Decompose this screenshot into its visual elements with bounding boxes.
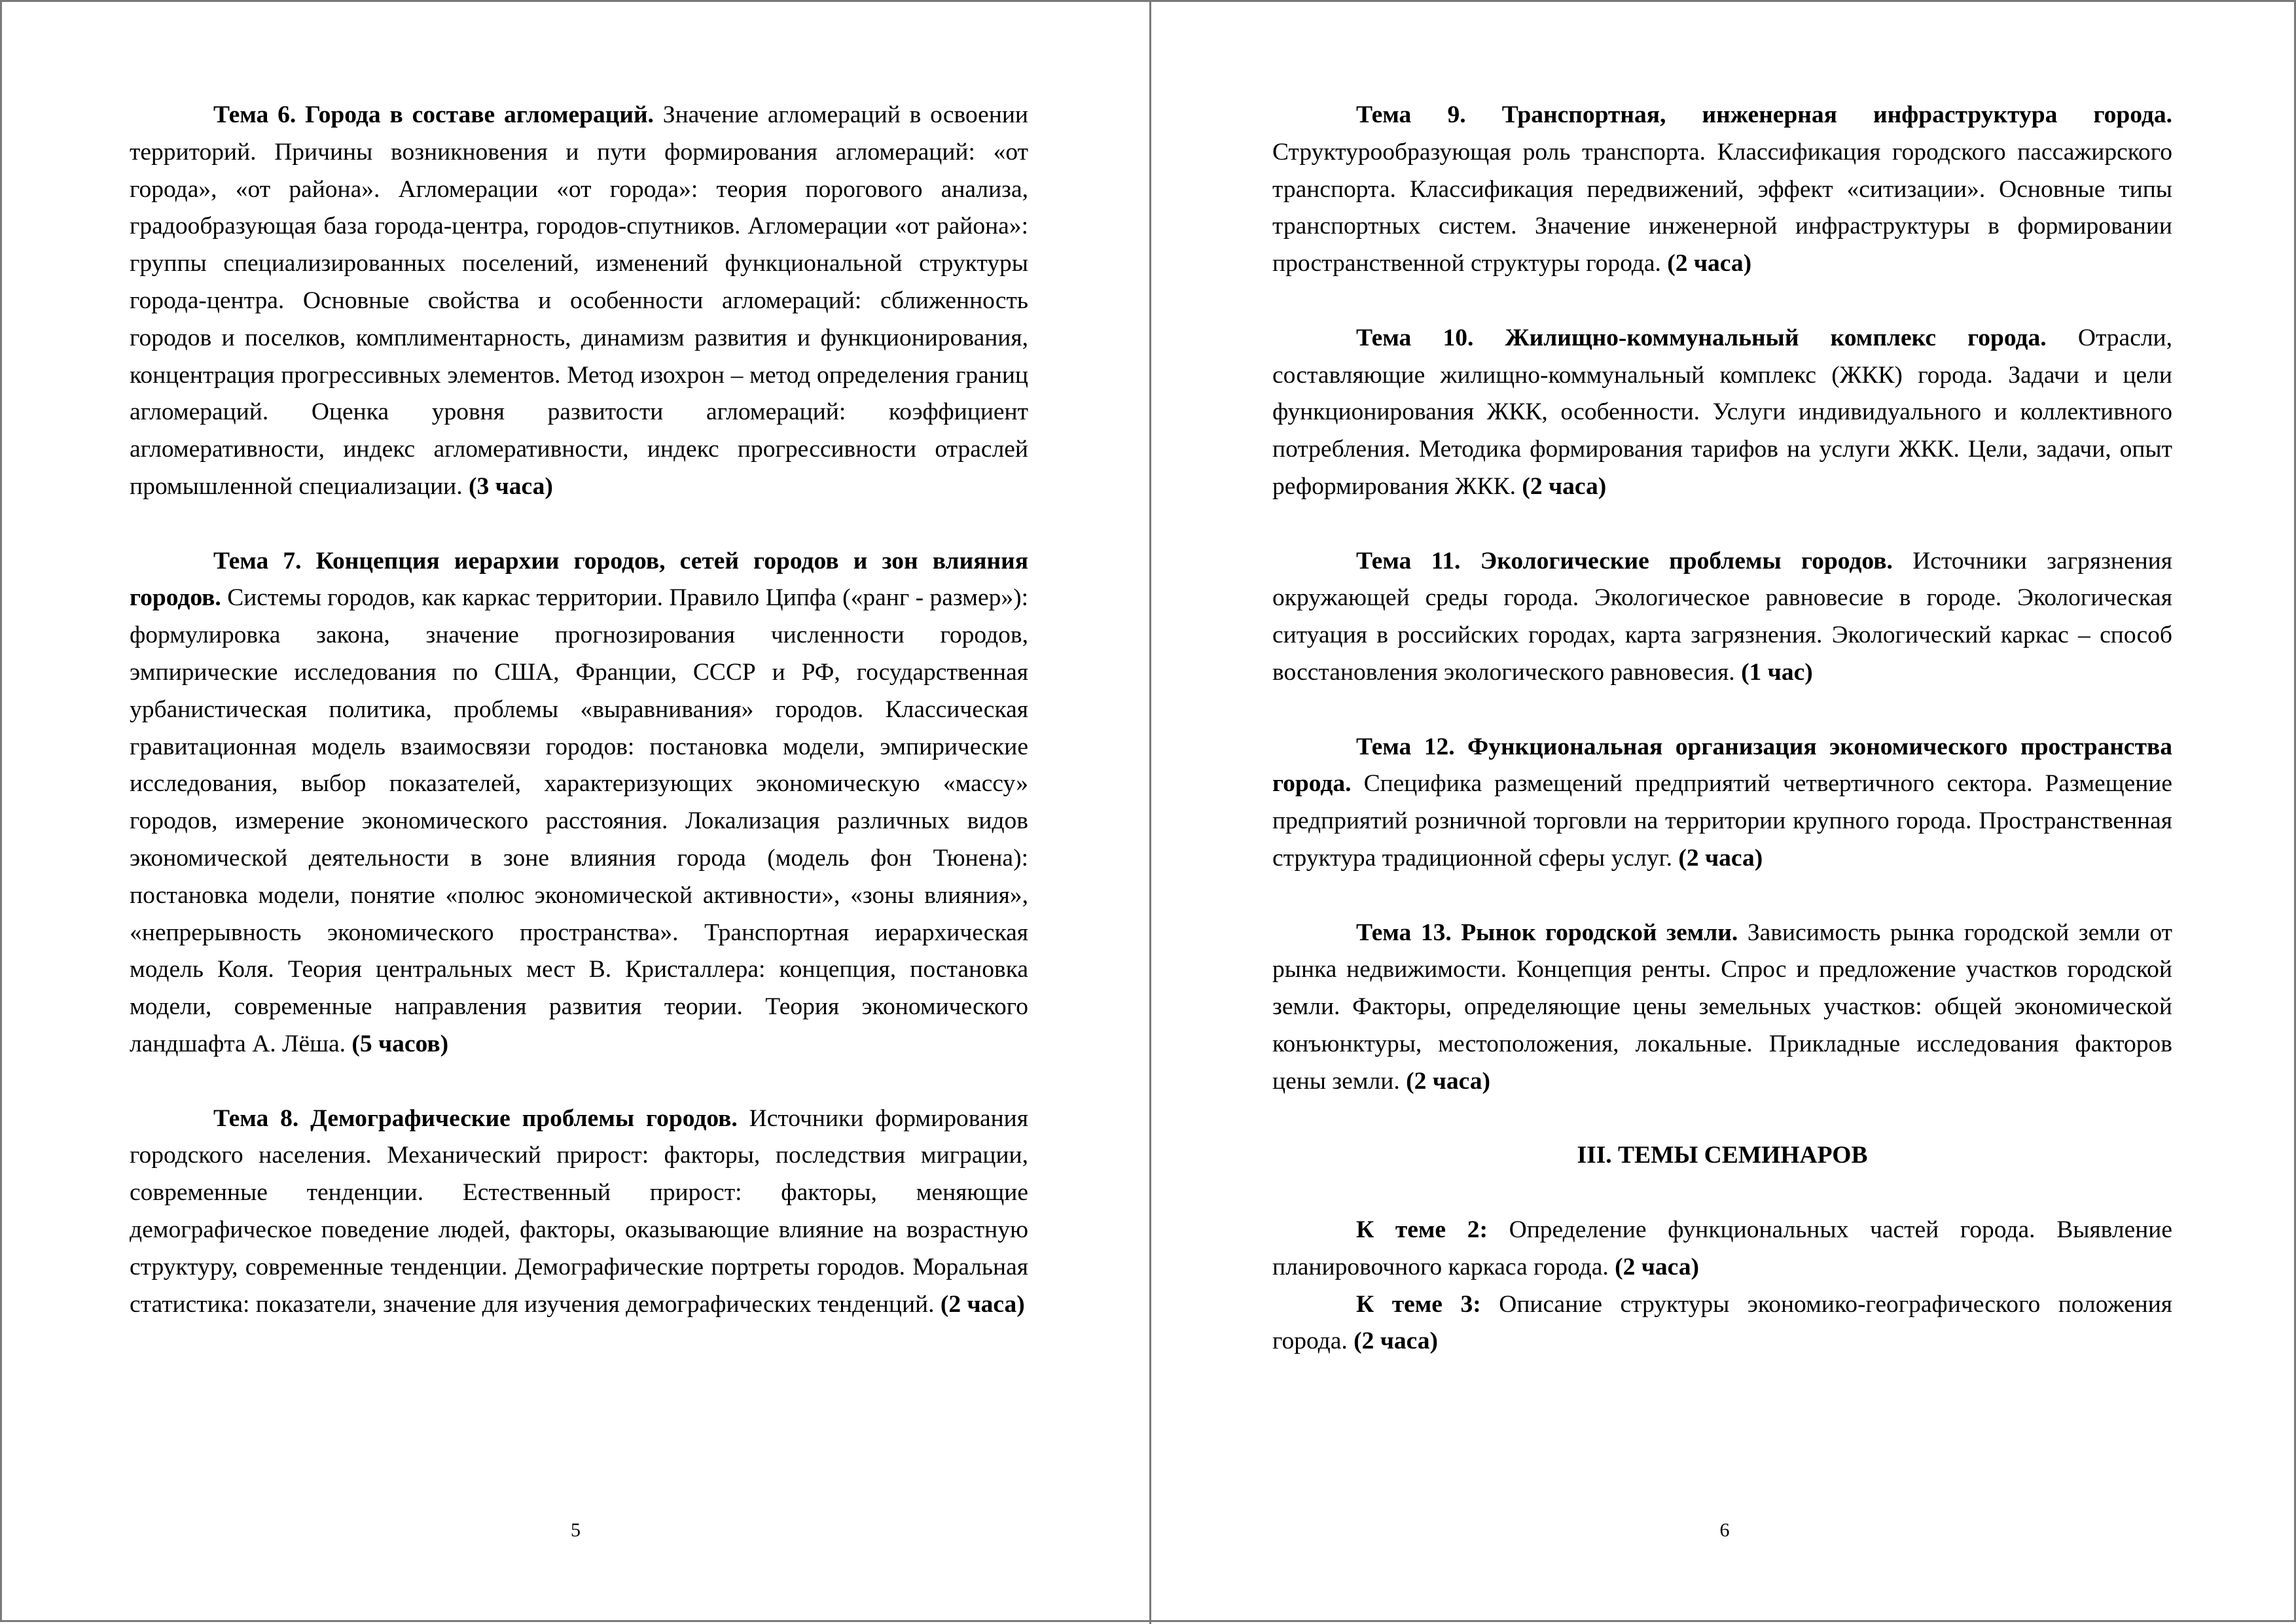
- topic-8-heading: Тема 8. Демографические проблемы городов.: [213, 1104, 738, 1132]
- topic-13-hours: (2 часа): [1406, 1067, 1490, 1095]
- topic-8-hours: (2 часа): [940, 1290, 1025, 1318]
- topic-11-hours: (1 час): [1741, 658, 1813, 686]
- seminar-topic-3-hours: (2 часа): [1354, 1328, 1438, 1355]
- topic-6-body: Значение агломераций в освоении территорий. Причины возникновения и пути формирования агломераций: «от города», «от района». Агломерации «от города»: теория порогового анализа, градообразующая база города-центра, городов-спутников. Агломерации «от района»: группы специализированных поселений, изменений функциональной структуры города-центра. Основные свойства и особенности агломераций: сближенность городов и поселков, комплиментарность, динамизм развития и функционирования, концентрация прогрессивных элементов. Метод изохрон – метод определения границ агломераций. Оценка уровня развитости агломераций: коэффициент агломеративности, индекс агломеративности, индекс прогрессивности отраслей промышленной специализации.: [130, 101, 1028, 500]
- topic-13-heading: Тема 13. Рынок городской земли.: [1356, 919, 1738, 946]
- topic-12-body: Специфика размещений предприятий четвертичного сектора. Размещение предприятий розничной торговли на территории крупного города. Пространственная структура традиционной сферы услуг.: [1272, 770, 2172, 872]
- seminars-section-heading: III. ТЕМЫ СЕМИНАРОВ: [1577, 1142, 1868, 1169]
- seminar-topic-2-hours: (2 часа): [1615, 1253, 1699, 1280]
- right-page-text: [1272, 97, 2172, 1360]
- seminar-topic-3-paragraph: [1272, 1286, 2172, 1361]
- page-number-right: 6: [1719, 1519, 1730, 1541]
- topic-13-paragraph: [1272, 915, 2172, 1101]
- seminar-topic-2-heading: К теме 2:: [1356, 1216, 1488, 1243]
- topic-6-heading: Тема 6. Города в составе агломераций.: [213, 101, 654, 128]
- topic-6-paragraph: [130, 97, 1028, 506]
- seminar-topic-2-paragraph: [1272, 1212, 2172, 1286]
- seminar-topic-2-body: Определение функциональных частей города. Выявление планировочного каркаса города.: [1272, 1216, 2173, 1280]
- topic-12-hours: (2 часа): [1678, 844, 1763, 872]
- topic-10-hours: (2 часа): [1522, 472, 1607, 500]
- topic-13-body: Зависимость рынка городской земли от рынка недвижимости. Концепция ренты. Спрос и предложение участков городской земли. Факторы, определяющие цены земельных участков: общей экономической конъюнктуры, местоположения, локальные. Прикладные исследования факторов цены земли.: [1272, 919, 2172, 1095]
- page-number-left: 5: [571, 1519, 581, 1541]
- topic-8-body: Источники формирования городского населения. Механический прирост: факторы, последствия миграции, современные тенденции. Естественный прирост: факторы, меняющие демографическое поведение людей, факторы, оказывающие влияние на возрастную структуру, современные тенденции. Демографические портреты городов. Моральная статистика: показатели, значение для изучения демографических тенденций.: [130, 1104, 1028, 1318]
- topic-9-heading: Тема 9. Транспортная, инженерная инфраструктура города.: [1356, 101, 2172, 128]
- topic-11-heading: Тема 11. Экологические проблемы городов.: [1356, 547, 1893, 574]
- page-right: [1151, 2, 2296, 1624]
- topic-9-hours: (2 часа): [1667, 250, 1752, 277]
- topic-9-paragraph: [1272, 97, 2172, 283]
- topic-8-paragraph: [130, 1101, 1028, 1324]
- topic-12-paragraph: [1272, 729, 2172, 877]
- topic-7-body: Системы городов, как каркас территории. Правило Ципфа («ранг - размер»): формулировка закона, значение прогнозирования численности городов, эмпирические исследования по США, Франции, СССР и РФ, государственная урбанистическая политика, проблемы «выравнивания» городов. Классическая гравитационная модель взаимосвязи городов: постановка модели, эмпирические исследования, выбор показателей, характеризующих экономическую «массу» городов, измерение экономического расстояния. Локализация различных видов экономической деятельности в зоне влияния города (модель фон Тюнена): постановка модели, понятие «полюс экономической активности», «зоны влияния», «непрерывность экономического пространства». Транспортная иерархическая модель Коля. Теория центральных мест В. Кристаллера: концепция, постановка модели, современные направления развития теории. Теория экономического ландшафта А. Лёша.: [130, 584, 1028, 1057]
- topic-10-heading: Тема 10. Жилищно-коммунальный комплекс города.: [1356, 324, 2047, 351]
- seminar-topic-3-body: Описание структуры экономико-географического положения города.: [1272, 1290, 2173, 1355]
- topic-11-paragraph: [1272, 543, 2172, 692]
- topic-7-heading: Тема 7. Концепция иерархии городов, сетей городов и зон влияния городов.: [130, 547, 1028, 612]
- topic-7-hours: (5 часов): [351, 1030, 449, 1057]
- topic-12-heading: Тема 12. Функциональная организация экономического пространства города.: [1272, 733, 2172, 798]
- seminar-topic-3-heading: К теме 3:: [1356, 1290, 1481, 1318]
- left-page-text: [130, 97, 1028, 1323]
- topic-9-body: Структурообразующая роль транспорта. Классификация городского пассажирского транспорта. Классификация передвижений, эффект «ситизации». Основные типы транспортных систем. Значение инженерной инфраструктуры в формировании пространственной структуры города.: [1272, 138, 2172, 277]
- page-left: [2, 2, 1149, 1624]
- topic-11-body: Источники загрязнения окружающей среды города. Экологическое равновесие в городе. Экологическая ситуация в российских городах, карта загрязнения. Экологический каркас – способ восстановления экологического равновесия.: [1272, 547, 2172, 686]
- topic-6-hours: (3 часа): [469, 472, 553, 500]
- topic-7-paragraph: [130, 543, 1028, 1063]
- topic-10-paragraph: [1272, 320, 2172, 506]
- topic-10-body: Отрасли, составляющие жилищно-коммунальный комплекс (ЖКК) города. Задачи и цели функционирования ЖКК, особенности. Услуги индивидуального и коллективного потребления. Методика формирования тарифов на услуги ЖКК. Цели, задачи, опыт реформирования ЖКК.: [1272, 324, 2172, 500]
